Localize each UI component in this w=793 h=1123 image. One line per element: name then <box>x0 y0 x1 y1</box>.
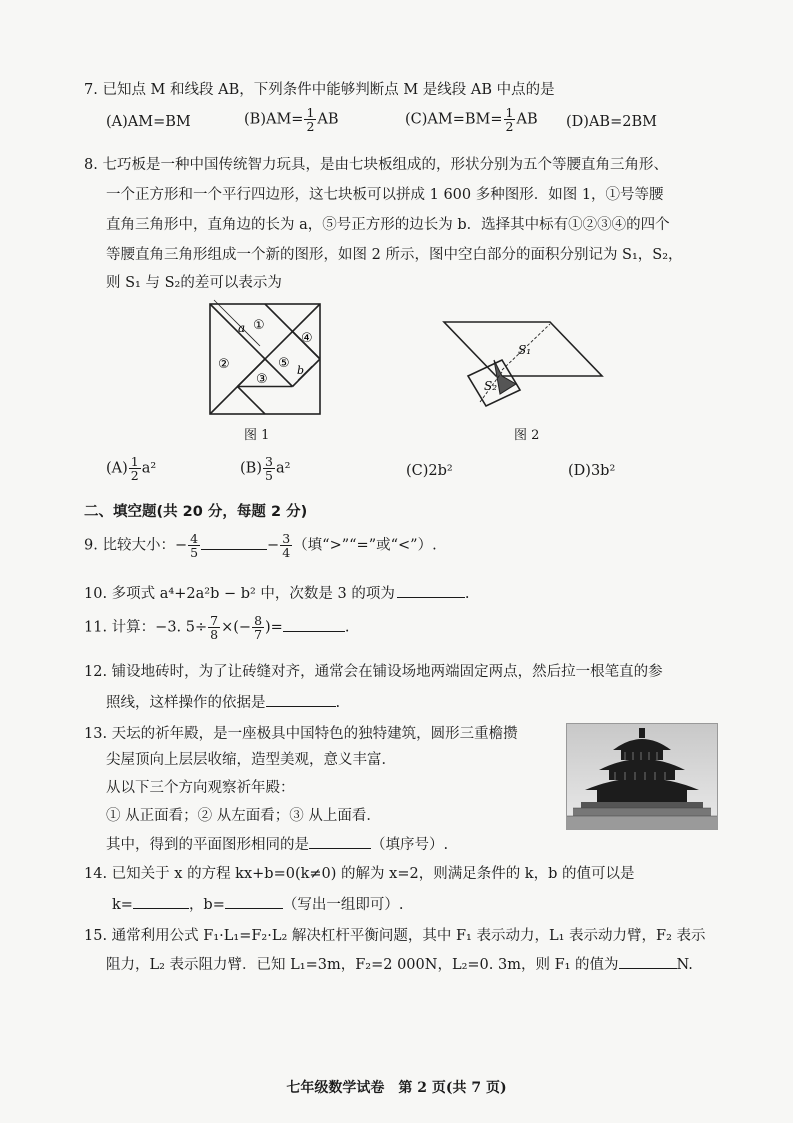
fig1-label-b: b <box>297 364 305 377</box>
fig1-label-4: ④ <box>301 331 313 346</box>
q9-pre: 9. 比较大小：− <box>84 537 188 554</box>
frac-num: 8 <box>254 613 263 628</box>
fig1-label-1: ① <box>253 318 265 333</box>
q13-line-2: 尖屋顶向上层层收缩，造型美观，意义丰富． <box>106 752 396 768</box>
figure-2-shape <box>438 318 610 410</box>
q11-post: )= <box>265 619 283 636</box>
q7-option-c-post: AB <box>516 111 538 128</box>
fig1-label-3: ③ <box>256 372 268 387</box>
q12-end: . <box>335 695 341 711</box>
section-2-heading: 二、填空题(共 20 分，每题 2 分) <box>84 504 308 520</box>
fig2-label-s1: S₁ <box>518 343 532 357</box>
q11-frac-2 <box>252 614 264 641</box>
q9-frac-1 <box>188 532 200 559</box>
q13-line-4: ① 从正面看；② 从左面看；③ 从上面看． <box>106 808 381 824</box>
q9-frac-2 <box>280 532 292 559</box>
q8-line-4: 等腰直角三角形组成一个新的图形，如图 2 所示，图中空白部分的面积分别记为 S₁，S₂， <box>106 247 683 263</box>
q8-line-1: 8. 七巧板是一种中国传统智力玩具，是由七块板组成的，形状分别为五个等腰直角三角形、 <box>84 157 668 173</box>
q14-line-2-end: （写出一组即可）. <box>282 897 404 913</box>
q10-end: . <box>464 586 470 602</box>
q12-line-2 <box>106 692 340 713</box>
temple-illustration <box>567 724 717 829</box>
q7-option-c-frac <box>504 106 516 133</box>
frac-num: 3 <box>264 454 273 469</box>
q11-mid: ×(− <box>221 619 252 636</box>
q11-answer-blank[interactable] <box>283 617 345 632</box>
frac-den: 2 <box>306 119 315 134</box>
q14-b-label: ，b= <box>188 897 225 913</box>
q13-line-5-text: 其中，得到的平面图形相同的是 <box>106 837 309 853</box>
q15-line-2-end: N. <box>676 957 693 973</box>
q14-k-label: k= <box>112 897 133 913</box>
q12-line-2-text: 照线，这样操作的依据是 <box>106 695 266 711</box>
q13-line-1: 13. 天坛的祈年殿，是一座极具中国特色的独特建筑，圆形三重檐攒 <box>84 726 518 742</box>
q15-line-1: 15. 通常利用公式 F₁·L₁=F₂·L₂ 解决杠杆平衡问题，其中 F₁ 表示动力，L₁ 表示动力臂，F₂ 表示 <box>84 928 706 944</box>
q9-answer-blank[interactable] <box>201 535 267 550</box>
q9 <box>84 532 437 559</box>
q13-answer-blank[interactable] <box>309 834 371 849</box>
q12-line-1: 12. 铺设地砖时，为了让砖缝对齐，通常会在铺设场地两端固定两点，然后拉一根笔直的参 <box>84 664 663 680</box>
q15-answer-blank[interactable] <box>619 954 677 969</box>
q14-line-1: 14. 已知关于 x 的方程 kx+b=0(k≠0) 的解为 x=2，则满足条件的 k，b 的值可以是 <box>84 866 635 882</box>
q8-option-c: (C)2b² <box>406 463 453 479</box>
q7-option-d: (D)AB=2BM <box>566 114 657 130</box>
q8-line-5: 则 S₁ 与 S₂的差可以表示为 <box>106 275 282 291</box>
q14-line-2 <box>112 894 403 915</box>
fig1-label-a: a <box>238 321 246 335</box>
q14-k-blank[interactable] <box>133 894 189 909</box>
frac-num: 1 <box>306 105 315 120</box>
q14-b-blank[interactable] <box>225 894 283 909</box>
figure-2-caption: 图 2 <box>514 428 540 443</box>
frac-den: 7 <box>254 627 263 642</box>
q7-option-b <box>244 106 339 133</box>
q8-option-b-post: a² <box>275 460 291 477</box>
q8-option-a-frac <box>129 455 141 482</box>
q8-option-a <box>106 455 156 482</box>
q9-mid: − <box>267 537 280 554</box>
frac-num: 4 <box>190 531 199 546</box>
q10 <box>84 582 469 603</box>
q8-option-a-post: a² <box>141 460 157 477</box>
fig1-label-2: ② <box>218 357 230 372</box>
q7-option-b-post: AB <box>317 111 339 128</box>
q11 <box>84 614 349 641</box>
fig2-label-s2: S₂ <box>484 379 498 393</box>
q7-option-c-pre: (C)AM=BM= <box>405 111 503 128</box>
q12-answer-blank[interactable] <box>266 692 336 707</box>
frac-den: 4 <box>282 545 291 560</box>
q15-line-2-text: 阻力，L₂ 表示阻力臂．已知 L₁=3m，F₂=2 000N，L₂=0. 3m，则 F₁ 的值为 <box>106 957 619 973</box>
q11-end: . <box>344 619 350 636</box>
frac-den: 5 <box>264 468 273 483</box>
q8-option-a-pre: (A) <box>106 460 128 477</box>
q11-frac-1 <box>208 614 220 641</box>
q9-post: （填“>”“=”或“<”）. <box>293 537 437 554</box>
q7-stem: 7. 已知点 M 和线段 AB，下列条件中能够判断点 M 是线段 AB 中点的是 <box>84 82 555 98</box>
frac-den: 2 <box>505 119 514 134</box>
q15-line-2 <box>106 954 693 975</box>
page-footer: 七年级数学试卷 第 2 页(共 7 页) <box>286 1080 507 1096</box>
frac-den: 2 <box>130 468 139 483</box>
figure-1-tangram <box>200 296 330 420</box>
figure-1-caption: 图 1 <box>244 428 270 443</box>
frac-num: 7 <box>210 613 219 628</box>
q8-line-2: 一个正方形和一个平行四边形，这七块板可以拼成 1 600 多种图形．如图 1，①号等腰 <box>106 187 664 203</box>
q8-option-b-frac <box>263 455 275 482</box>
q10-answer-blank[interactable] <box>397 583 465 598</box>
q8-option-d: (D)3b² <box>568 463 616 479</box>
q7-option-b-frac <box>304 106 316 133</box>
temple-photo <box>566 723 718 830</box>
frac-num: 1 <box>130 454 139 469</box>
q7-option-b-pre: (B)AM= <box>244 111 304 128</box>
frac-num: 3 <box>282 531 291 546</box>
fig1-label-5: ⑤ <box>278 356 290 371</box>
q13-line-5-end: （填序号）. <box>371 837 449 853</box>
q10-text: 10. 多项式 a⁴+2a²b − b² 中，次数是 3 的项为 <box>84 586 395 602</box>
q13-line-3: 从以下三个方向观察祈年殿： <box>106 780 295 796</box>
q11-pre: 11. 计算：−3. 5÷ <box>84 619 208 636</box>
q8-option-b-pre: (B) <box>240 460 262 477</box>
q13-line-5 <box>106 834 448 855</box>
q7-option-c <box>405 106 538 133</box>
q8-option-b <box>240 455 290 482</box>
frac-den: 8 <box>210 627 219 642</box>
q7-option-a: (A)AM=BM <box>106 114 191 130</box>
frac-num: 1 <box>505 105 514 120</box>
frac-den: 5 <box>190 545 199 560</box>
q8-line-3: 直角三角形中，直角边的长为 a，⑤号正方形的边长为 b．选择其中标有①②③④的四个 <box>106 217 670 233</box>
